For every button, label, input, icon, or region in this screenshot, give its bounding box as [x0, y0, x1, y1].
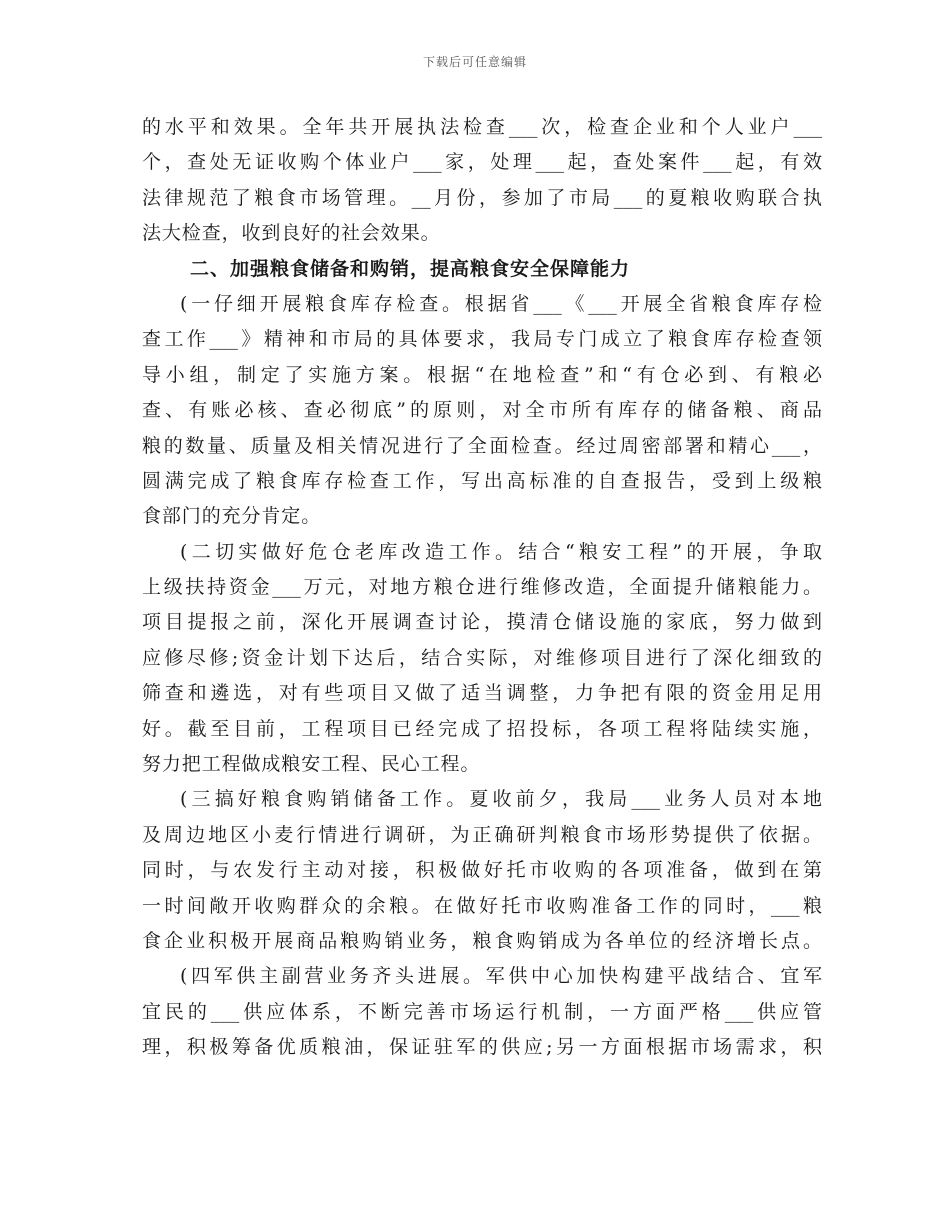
text-line: 食企业积极开展商品粮购销业务，粮食购销成为各单位的经济增长点。	[142, 929, 822, 952]
text-line: 圆满完成了粮食库存检查工作，写出高标准的自查报告，受到上级粮	[142, 469, 822, 492]
text-line: 好。截至目前，工程项目已经完成了招投标，各项工程将陆续实施，	[142, 717, 822, 740]
text-line: 应修尽修;资金计划下达后，结合实际，对维修项目进行了深化细致的	[142, 646, 822, 669]
text-line: 上级扶持资金___万元，对地方粮仓进行维修改造，全面提升储粮能力。	[142, 576, 822, 599]
text-line: 食部门的充分肯定。	[142, 505, 322, 528]
text-line: 一时间敞开收购群众的余粮。在做好托市收购准备工作的同时，___粮	[142, 894, 822, 917]
text-line: 项目提报之前，深化开展调查讨论，摸清仓储设施的家底，努力做到	[142, 611, 822, 634]
text-line: 努力把工程做成粮安工程、民心工程。	[142, 753, 481, 776]
text-line: 导小组，制定了实施方案。根据“在地检查”和“有仓必到、有粮必	[142, 363, 822, 386]
text-line: 粮的数量、质量及相关情况进行了全面检查。经过周密部署和精心___，	[142, 434, 822, 457]
text-line: 筛查和遴选，对有些项目又做了适当调整，力争把有限的资金用足用	[142, 682, 822, 705]
text-line: 法大检查，收到良好的社会效果。	[142, 222, 441, 245]
text-line: 个，查处无证收购个体业户___家，处理___起，查处案件___起，有效	[142, 151, 822, 174]
section-heading: 二、加强粮食储备和购销，提高粮食安全保障能力	[190, 257, 631, 280]
page-header: 下载后可任意编辑	[422, 55, 527, 69]
paragraph-start-line: (四军供主副营业务齐头进展。军供中心加快构建平战结合、宜军	[180, 965, 822, 988]
paragraph-start-line: (三搞好粮食购销储备工作。夏收前夕，我局___业务人员对本地	[180, 788, 822, 811]
text-line: 查、有账必核、查必彻底”的原则，对全市所有库存的储备粮、商品	[142, 399, 822, 422]
text-line: 法律规范了粮食市场管理。__月份，参加了市局___的夏粮收购联合执	[142, 186, 822, 209]
text-line: 及周边地区小麦行情进行调研，为正确研判粮食市场形势提供了依据。	[142, 823, 822, 846]
text-line: 理，积极筹备优质粮油，保证驻军的供应;另一方面根据市场需求，积	[142, 1036, 822, 1059]
paragraph-start-line: (一仔细开展粮食库存检查。根据省___《___开展全省粮食库存检	[180, 292, 822, 315]
document-body	[142, 110, 822, 1066]
text-line: 查工作___》精神和市局的具体要求，我局专门成立了粮食库存检查领	[142, 328, 822, 351]
text-line: 同时，与农发行主动对接，积极做好托市收购的各项准备，做到在第	[142, 859, 822, 882]
paragraph-start-line: (二切实做好危仓老库改造工作。结合“粮安工程”的开展，争取	[180, 540, 822, 563]
text-line: 的水平和效果。全年共开展执法检查___次，检查企业和个人业户___	[142, 116, 822, 138]
text-line: 宜民的___供应体系，不断完善市场运行机制，一方面严格___供应管	[142, 1000, 822, 1023]
